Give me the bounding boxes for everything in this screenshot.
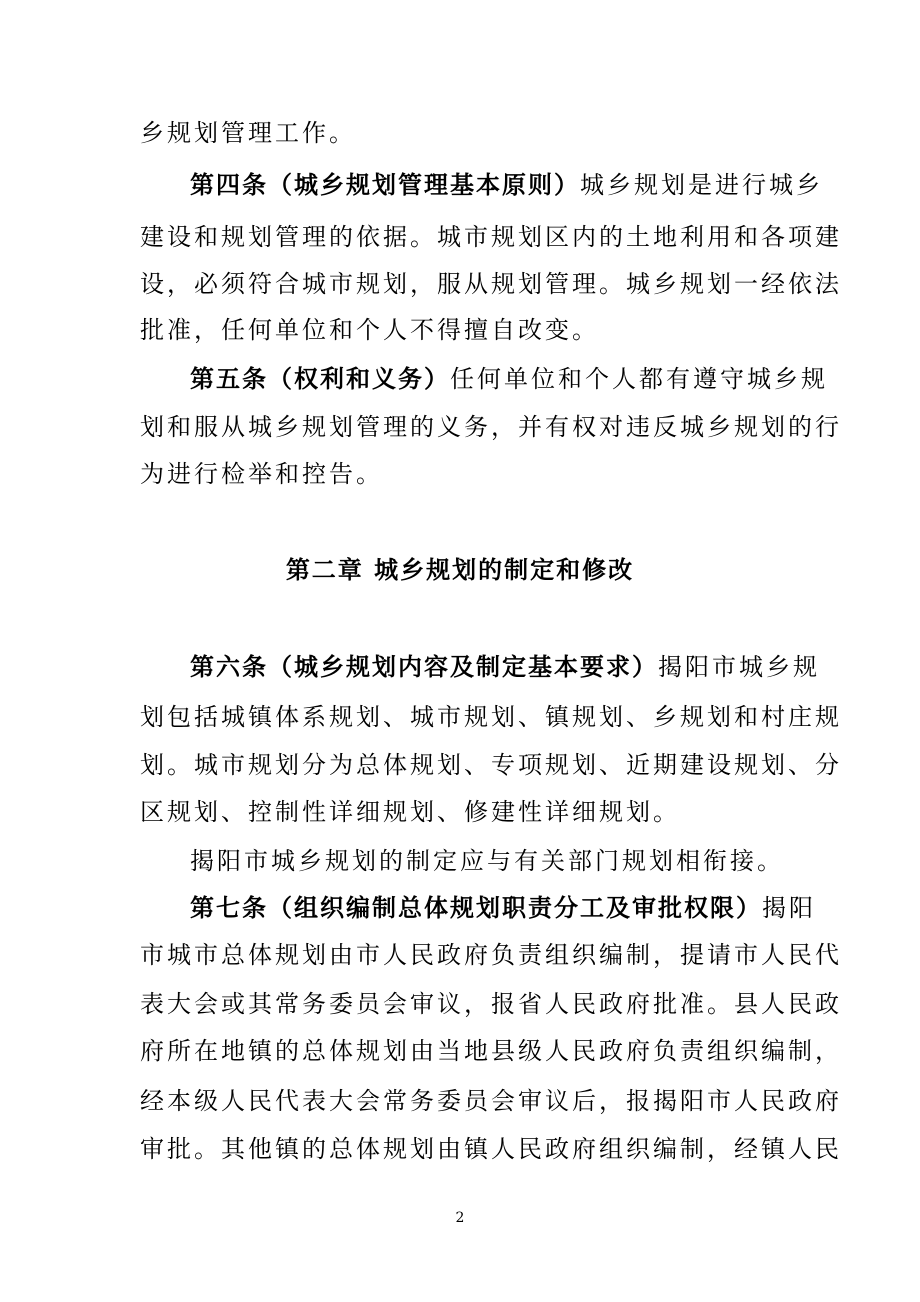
article-6-line-1: 第六条（城乡规划内容及制定基本要求）揭阳市城乡规 <box>190 653 820 681</box>
page-number: 2 <box>455 1210 465 1226</box>
article-6-line-2: 划包括城镇体系规划、城市规划、镇规划、乡规划和村庄规 <box>140 703 842 731</box>
article-4-line-3: 设，必须符合城市规划，服从规划管理。城乡规划一经依法 <box>140 270 842 298</box>
article-7-line-1: 第七条（组织编制总体规划职责分工及审批权限）揭阳 <box>190 894 816 922</box>
article-7-line-3: 表大会或其常务委员会审议，报省人民政府批准。县人民政 <box>140 990 842 1018</box>
article-4-line-4: 批准，任何单位和个人不得擅自改变。 <box>140 316 599 344</box>
article-6-heading: 第六条（城乡规划内容及制定基本要求） <box>190 653 658 681</box>
article-6-line-3: 划。城市规划分为总体规划、专项规划、近期建设规划、分 <box>140 751 842 779</box>
article-6-paragraph-2: 揭阳市城乡规划的制定应与有关部门规划相衔接。 <box>190 847 784 875</box>
article-7-heading: 第七条（组织编制总体规划职责分工及审批权限） <box>190 894 762 922</box>
article-5-line-1: 第五条（权利和义务）任何单位和个人都有遵守城乡规 <box>190 365 828 393</box>
article-4-heading: 第四条（城乡规划管理基本原则） <box>190 171 580 199</box>
article-5-heading: 第五条（权利和义务） <box>190 365 450 393</box>
article-7-line-2: 市城市总体规划由市人民政府负责组织编制，提请市人民代 <box>140 941 842 969</box>
chapter-title: 第二章 城乡规划的制定和修改 <box>285 556 635 584</box>
article-7-line-6: 审批。其他镇的总体规划由镇人民政府组织编制，经镇人民 <box>140 1135 842 1163</box>
article-7-line-5: 经本级人民代表大会常务委员会审议后，报揭阳市人民政府 <box>140 1087 842 1115</box>
article-5-line-2: 划和服从城乡规划管理的义务，并有权对违反城乡规划的行 <box>140 413 842 441</box>
article-5-line-3: 为进行检举和控告。 <box>140 460 383 488</box>
article-4-line-1: 第四条（城乡规划管理基本原则）城乡规划是进行城乡 <box>190 171 823 199</box>
text-line-1: 乡规划管理工作。 <box>140 119 356 147</box>
article-7-line-4: 府所在地镇的总体规划由当地县级人民政府负责组织编制， <box>140 1037 842 1065</box>
article-4-line-2: 建设和规划管理的依据。城市规划区内的土地利用和各项建 <box>140 223 842 251</box>
article-6-line-4: 区规划、控制性详细规划、修建性详细规划。 <box>140 798 680 826</box>
